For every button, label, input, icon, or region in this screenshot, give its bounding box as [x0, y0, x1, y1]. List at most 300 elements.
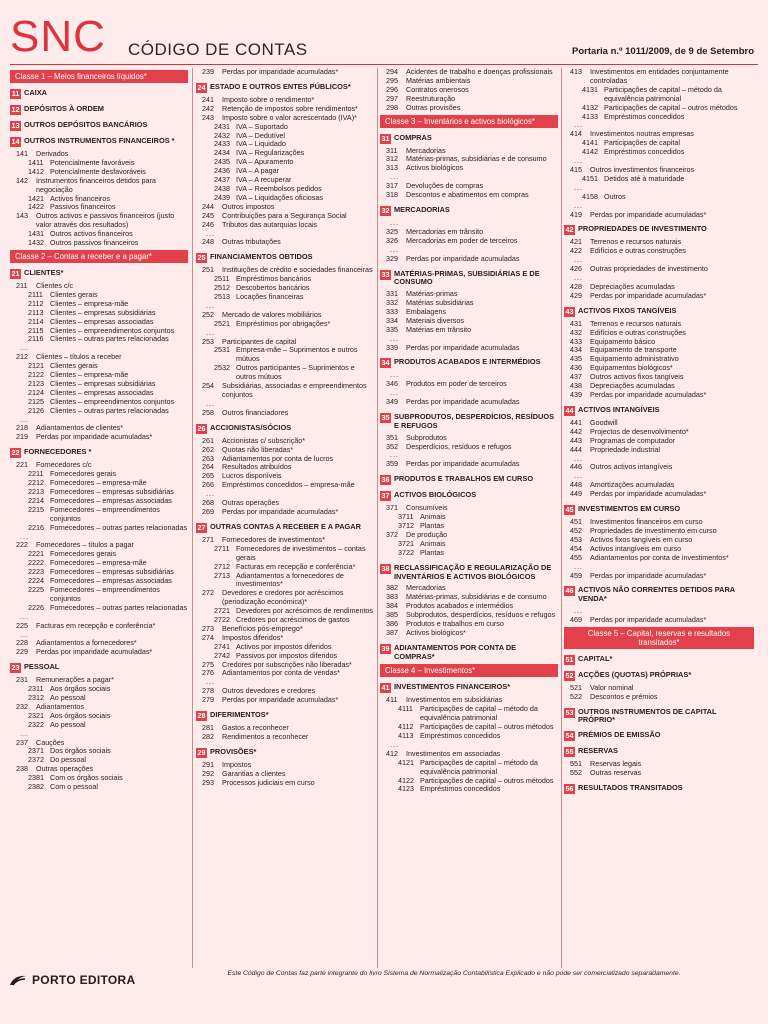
account-code: 2213	[28, 487, 44, 496]
account-group	[10, 448, 188, 458]
account-code: 254	[202, 381, 214, 391]
sub-account-row	[10, 524, 188, 533]
account-name: Cauções	[36, 737, 65, 747]
account-name: Adiantamentos por conta de lucros	[222, 453, 334, 463]
sub-account-row	[380, 549, 558, 558]
account-name: IVA – Liquidações oficiosas	[236, 192, 323, 202]
account-code: 2311	[28, 684, 44, 694]
sub-account-row	[564, 113, 754, 122]
account-name: Perdas por imparidade acumuladas*	[36, 432, 153, 442]
account-code: 329	[386, 253, 398, 263]
account-group	[10, 137, 188, 147]
account-code: 231	[16, 675, 28, 685]
account-name: Potencialmente desfavoráveis	[50, 166, 146, 176]
group-name: DEPÓSITOS À ORDEM	[24, 104, 104, 113]
account-group	[564, 784, 754, 794]
account-code: 437	[570, 372, 582, 382]
group-name: PRODUTOS E TRABALHOS EM CURSO	[394, 474, 534, 484]
account-row	[564, 463, 754, 472]
group-name: ACTIVOS NÃO CORRENTES DETIDOS PARA VENDA*	[578, 585, 735, 604]
account-code: 221	[16, 460, 28, 470]
account-code: 359	[386, 459, 398, 469]
account-name: Aos órgãos sociais	[50, 710, 111, 720]
account-code: 2742	[214, 650, 230, 660]
account-code: 431	[570, 318, 582, 328]
account-name: Outros activos fixos tangíveis	[590, 372, 684, 382]
column-2	[196, 68, 374, 968]
account-name: Perdas por imparidade acumuladas	[406, 397, 520, 407]
account-code: 335	[386, 324, 398, 334]
account-code: 333	[386, 306, 398, 316]
account-code: 292	[202, 768, 214, 778]
account-code: 2322	[28, 719, 44, 729]
account-code: 266	[202, 480, 214, 490]
account-name: Plantas	[420, 547, 444, 557]
account-name: Clientes – empresas associadas	[50, 316, 154, 326]
account-code: 2722	[214, 615, 230, 625]
account-row	[10, 622, 188, 631]
account-name: Edifícios e outras construções	[590, 327, 686, 337]
column-divider	[377, 68, 378, 968]
group-number-badge: 24	[197, 82, 206, 92]
account-row	[380, 255, 558, 264]
ellipsis-row: ...	[20, 611, 29, 621]
account-row	[564, 292, 754, 301]
account-name: Adiantamentos a fornecedores*	[36, 638, 137, 648]
group-number-badge: 54	[565, 731, 574, 741]
account-code: 435	[570, 354, 582, 364]
account-name: Acidentes de trabalho e doenças profissionais	[406, 68, 553, 76]
account-name: Dos órgãos sociais	[50, 746, 111, 756]
group-name: MERCADORIAS	[394, 204, 450, 214]
account-row	[196, 409, 374, 418]
group-number-badge: 42	[565, 225, 574, 235]
account-group	[564, 586, 754, 604]
account-code: 242	[202, 103, 214, 113]
sub-account-row	[564, 86, 754, 104]
account-name: Ao pessoal	[50, 693, 86, 703]
account-code: 412	[386, 748, 398, 758]
account-code: 1422	[28, 202, 44, 212]
account-code: 3722	[398, 547, 414, 557]
account-code: 433	[570, 336, 582, 346]
account-name: Embalagens	[406, 306, 446, 316]
account-code: 469	[570, 614, 582, 624]
account-code: 2224	[28, 576, 44, 586]
portaria-reference: Portaria n.º 1011/2009, de 9 de Setembro	[572, 46, 754, 57]
account-code: 2225	[28, 584, 44, 594]
account-code: 2116	[28, 334, 44, 344]
account-code: 349	[386, 397, 398, 407]
sub-account-row	[380, 759, 558, 777]
account-group	[380, 206, 558, 216]
account-code: 265	[202, 471, 214, 481]
ellipsis-row: ...	[574, 120, 583, 130]
ellipsis-row: ...	[390, 172, 399, 182]
account-code: 262	[202, 444, 214, 454]
class-header: Classe 4 – Investimentos*	[380, 664, 558, 677]
sub-account-row	[196, 320, 374, 329]
account-name: Goodwill	[590, 417, 618, 427]
account-name: Empréstimos concedidos	[420, 784, 501, 794]
account-code: 414	[570, 129, 582, 139]
account-name: Investimentos em associadas	[406, 748, 501, 758]
account-code: 2712	[214, 561, 230, 571]
account-group	[10, 121, 188, 131]
account-code: 4158	[582, 191, 598, 201]
account-code: 352	[386, 441, 398, 451]
account-name: Instituições de crédito e sociedades financeiras	[222, 265, 373, 275]
account-name: Outros impostos	[222, 201, 275, 211]
account-name: Subprodutos, desperdícios, resíduos e refugos	[406, 610, 556, 620]
account-code: 4122	[398, 775, 414, 785]
account-code: 2436	[214, 166, 230, 176]
account-code: 2113	[28, 307, 44, 317]
account-name: Subsidiárias, associadas e empreendimentos conjuntos	[222, 381, 367, 399]
account-code: 2382	[28, 782, 44, 792]
group-number-badge: 29	[197, 747, 206, 757]
footer-note: Este Código de Contas faz parte integrante do livro Sistema de Normalização Contabilística Explicado e não pode ser comercializado separadamente.	[227, 970, 681, 977]
group-name: FORNECEDORES *	[24, 447, 92, 457]
account-name: Fornecedores gerais	[50, 549, 116, 559]
account-code: 411	[386, 695, 398, 705]
account-name: Outras propriedades de investimento	[590, 264, 708, 274]
account-name: Impostos diferidos*	[222, 632, 284, 642]
account-name: Perdas por imparidade acumuladas*	[36, 647, 153, 657]
account-group	[196, 523, 374, 533]
account-code: 446	[570, 462, 582, 472]
account-name: Reestruturação	[406, 93, 456, 103]
account-group	[564, 307, 754, 317]
group-name: OUTROS DEPÓSITOS BANCÁRIOS	[24, 120, 148, 129]
account-name: Instrumentos financeiros detidos para negociação	[36, 175, 156, 194]
account-code: 4133	[582, 111, 598, 121]
account-name: Equipamento básico	[590, 336, 656, 346]
account-code: 413	[570, 68, 582, 76]
account-code: 294	[386, 68, 398, 76]
account-row	[196, 733, 374, 742]
account-name: Perdas por imparidade acumuladas*	[590, 489, 707, 499]
group-name: OUTROS INSTRUMENTOS DE CAPITAL PRÓPRIO*	[578, 706, 717, 725]
account-name: Devoluções de compras	[406, 181, 484, 191]
account-row	[196, 221, 374, 230]
account-name: Terrenos e recursos naturais	[590, 318, 682, 328]
account-name: Adiantamentos a fornecedores de investimentos*	[236, 570, 344, 589]
account-group	[380, 134, 558, 144]
account-name: Animais	[420, 538, 446, 548]
ellipsis-row: ...	[20, 414, 29, 424]
column-1	[10, 68, 188, 968]
account-name: Propriedade industrial	[590, 444, 660, 454]
account-name: Clientes – empreendimentos conjuntos	[50, 396, 175, 406]
account-group	[380, 475, 558, 485]
group-name: RECLASSIFICAÇÃO E REGULARIZAÇÃO DE INVENTÁRIOS E ACTIVOS BIOLÓGICOS	[394, 562, 552, 581]
group-name: RESERVAS	[578, 746, 618, 756]
document-subtitle: CÓDIGO DE CONTAS	[128, 40, 308, 59]
account-name: Outras provisões	[406, 102, 461, 112]
account-code: 2312	[28, 693, 44, 703]
account-name: Resultados atribuídos	[222, 462, 292, 472]
ellipsis-row: ...	[206, 300, 215, 310]
account-name: Perdas por imparidade acumuladas	[406, 459, 520, 469]
account-name: Accionistas c/ subscrição*	[222, 435, 306, 445]
account-row	[564, 693, 754, 702]
sub-account-row	[10, 506, 188, 524]
account-name: Investimentos financeiros em curso	[590, 517, 703, 527]
account-name: Participações de capital	[604, 138, 680, 148]
ellipsis-row: ...	[390, 217, 399, 227]
account-row	[564, 490, 754, 499]
group-name: PRÉMIOS DE EMISSÃO	[578, 730, 661, 740]
account-code: 332	[386, 298, 398, 307]
account-code: 2114	[28, 316, 44, 326]
account-code: 248	[202, 237, 214, 247]
account-code: 271	[202, 534, 214, 544]
account-code: 2223	[28, 567, 44, 577]
account-code: 2122	[28, 370, 44, 380]
account-code: 253	[202, 336, 214, 346]
account-code: 449	[570, 489, 582, 499]
group-number-badge: 53	[565, 707, 574, 717]
account-group	[10, 663, 188, 673]
account-name: Fornecedores – empresas associadas	[50, 576, 172, 586]
group-number-badge: 13	[11, 121, 20, 130]
group-name: CAIXA	[24, 88, 47, 97]
group-number-badge: 36	[381, 475, 390, 485]
account-row	[380, 326, 558, 335]
account-name: Empresa-mãe – Suprimentos e outros mútuos	[236, 345, 358, 364]
account-name: Participações de capital – método da equivalência patrimonial	[420, 757, 538, 776]
account-name: Outros activos financeiros	[50, 229, 133, 239]
account-name: Garantias a clientes	[222, 768, 286, 778]
account-group	[380, 491, 558, 501]
group-number-badge: 33	[381, 269, 390, 279]
account-name: Facturas em recepção e conferência*	[236, 561, 356, 571]
account-code: 274	[202, 632, 214, 642]
account-name: Contratos onerosos	[406, 84, 469, 94]
account-row	[196, 238, 374, 247]
account-name: Rendimentos a reconhecer	[222, 732, 309, 741]
account-code: 454	[570, 543, 582, 553]
account-row	[564, 554, 754, 563]
account-row	[564, 769, 754, 778]
ellipsis-row: ...	[20, 531, 29, 541]
account-code: 1431	[28, 229, 44, 239]
account-name: Reservas legais	[590, 759, 642, 769]
account-name: Perdas por imparidade acumuladas*	[222, 506, 339, 516]
account-row	[380, 443, 558, 452]
group-number-badge: 38	[381, 563, 390, 573]
account-code: 297	[386, 93, 398, 103]
class-header: Classe 3 – Inventários e activos biológicos*	[380, 115, 558, 128]
account-row	[564, 616, 754, 625]
account-name: Fornecedores – empresa-mãe	[50, 558, 147, 568]
group-number-badge: 12	[11, 105, 20, 114]
group-name: INVESTIMENTOS EM CURSO	[578, 504, 681, 514]
account-code: 269	[202, 506, 214, 516]
account-code: 2125	[28, 396, 44, 406]
column-4	[564, 68, 754, 968]
account-name: Fornecedores de investimentos – contas gerais	[236, 543, 366, 562]
group-name: ESTADO E OUTROS ENTES PÚBLICOS*	[210, 81, 351, 91]
account-name: Quotas não liberadas*	[222, 444, 294, 454]
account-name: Edifícios e outras construções	[590, 246, 686, 256]
account-code: 452	[570, 525, 582, 535]
account-row	[196, 68, 374, 77]
account-row	[196, 382, 374, 400]
group-name: ACÇÕES (QUOTAS) PRÓPRIAS*	[578, 669, 692, 679]
account-code: 522	[570, 691, 582, 701]
account-name: Adiantamentos por conta de investimentos*	[590, 552, 729, 562]
account-name: Processos judiciais em curso	[222, 777, 315, 787]
account-name: Clientes – empresas subsidiárias	[50, 307, 156, 317]
account-name: Passivos financeiros	[50, 202, 116, 212]
account-name: Activos financeiros	[50, 193, 110, 203]
account-name: Matérias-primas, subsidiárias e de consumo	[406, 592, 547, 602]
account-name: Potencialmente favoráveis	[50, 157, 135, 167]
account-name: Outros devedores e credores	[222, 686, 316, 696]
account-name: IVA – Regularizações	[236, 148, 305, 158]
account-name: IVA – Suportado	[236, 121, 288, 131]
account-name: Activos intangíveis em curso	[590, 543, 682, 553]
account-code: 142	[16, 175, 28, 185]
account-code: 2521	[214, 318, 230, 328]
account-code: 141	[16, 149, 28, 158]
account-name: IVA – A recuperar	[236, 175, 292, 185]
account-name: Matérias em trânsito	[406, 324, 472, 334]
account-code: 326	[386, 235, 398, 245]
group-name: CAPITAL*	[578, 653, 613, 663]
group-number-badge: 41	[381, 683, 390, 693]
account-name: Descobertos bancários	[236, 283, 310, 293]
account-name: Subprodutos	[406, 432, 447, 442]
account-code: 2711	[214, 543, 230, 553]
account-code: 2212	[28, 478, 44, 488]
account-name: Empréstimos por obrigações*	[236, 318, 331, 328]
account-name: Clientes – empresas subsidiárias	[50, 378, 156, 388]
account-code: 275	[202, 659, 214, 669]
account-name: Imposto sobre o rendimento*	[222, 94, 315, 104]
account-code: 334	[386, 315, 398, 325]
sub-account-row	[10, 407, 188, 416]
accounts-columns	[10, 68, 760, 968]
ellipsis-row: ...	[206, 327, 215, 337]
account-name: Participações de capital – método da equivalência patrimonial	[420, 704, 538, 723]
sub-account-row	[196, 572, 374, 590]
group-number-badge: 55	[565, 747, 574, 757]
account-name: Adiantamentos	[36, 701, 84, 711]
group-number-badge: 27	[197, 522, 206, 532]
account-name: IVA – Dedutível	[236, 130, 286, 140]
sub-account-row	[10, 783, 188, 792]
account-name: Com o pessoal	[50, 782, 98, 792]
account-row	[380, 380, 558, 389]
account-code: 2432	[214, 130, 230, 140]
account-name: Equipamentos biológicos*	[590, 363, 673, 373]
group-number-badge: 37	[381, 491, 390, 501]
account-code: 521	[570, 682, 582, 692]
account-code: 4142	[582, 147, 598, 157]
account-name: Impostos	[222, 759, 252, 769]
ellipsis-row: ...	[574, 200, 583, 210]
account-name: Amortizações acumuladas	[590, 480, 675, 490]
class-header: Classe 2 – Contas a receber e a pagar*	[10, 250, 188, 263]
account-name: Remunerações a pagar*	[36, 675, 114, 685]
account-code: 298	[386, 102, 398, 112]
account-code: 419	[570, 209, 582, 219]
account-code: 296	[386, 84, 398, 94]
sub-account-row	[564, 148, 754, 157]
account-name: Com os órgãos sociais	[50, 773, 123, 783]
account-code: 2111	[28, 289, 43, 299]
account-name: Outros investimentos financeiros	[590, 164, 695, 174]
account-code: 268	[202, 498, 214, 508]
account-row	[564, 572, 754, 581]
account-code: 229	[16, 647, 28, 657]
account-group	[196, 748, 374, 758]
ellipsis-row: ...	[206, 489, 215, 499]
account-name: Fornecedores – empreendimentos conjuntos	[50, 504, 160, 523]
account-name: Aos órgãos sociais	[50, 684, 111, 694]
group-name: SUBPRODUTOS, DESPERDÍCIOS, RESÍDUOS E REFUGOS	[394, 412, 555, 430]
account-name: Outras reservas	[590, 768, 642, 778]
account-name: Outros	[604, 191, 626, 201]
group-number-badge: 26	[197, 423, 206, 433]
ellipsis-row: ...	[390, 450, 399, 460]
account-code: 2512	[214, 283, 230, 293]
account-name: Perdas por imparidade acumuladas*	[590, 614, 707, 624]
group-name: COMPRAS	[394, 132, 432, 142]
account-name: Clientes – empresa-mãe	[50, 298, 129, 308]
account-name: Investimentos noutras empresas	[590, 129, 694, 139]
ellipsis-row: ...	[390, 244, 399, 254]
account-name: Fornecedores – títulos a pagar	[36, 540, 134, 550]
account-row	[10, 177, 188, 195]
column-divider	[192, 68, 193, 968]
account-row	[196, 696, 374, 705]
group-number-badge: 43	[565, 306, 574, 316]
group-name: ACCIONISTAS/SÓCIOS	[210, 422, 292, 432]
account-name: Programas de computador	[590, 435, 676, 445]
account-group	[196, 711, 374, 721]
account-name: Do pessoal	[50, 755, 86, 765]
account-group	[564, 671, 754, 681]
account-name: Activos biológicos	[406, 163, 464, 173]
account-code: 237	[16, 737, 28, 747]
account-name: Clientes gerais	[50, 361, 98, 371]
group-number-badge: 44	[565, 405, 574, 415]
account-name: Lucros disponíveis	[222, 471, 282, 481]
account-group	[10, 89, 188, 99]
account-name: Credores por acréscimos de gastos	[236, 615, 350, 625]
account-code: 2439	[214, 192, 230, 202]
account-code: 211	[16, 280, 28, 290]
account-name: Perdas por imparidade acumuladas*	[590, 290, 707, 300]
account-code: 232	[16, 701, 28, 711]
account-code: 382	[386, 583, 398, 593]
account-name: Participações de capital – outros métodos	[420, 722, 554, 732]
account-row	[380, 191, 558, 200]
account-name: Perdas por imparidade acumuladas*	[590, 570, 707, 580]
publisher-logo-icon	[8, 973, 28, 987]
account-name: Fornecedores – empreendimentos conjuntos	[50, 584, 160, 603]
account-name: Depreciações acumuladas	[590, 381, 675, 391]
account-code: 444	[570, 444, 582, 454]
account-code: 438	[570, 381, 582, 391]
account-row	[196, 508, 374, 517]
account-code: 295	[386, 75, 398, 85]
group-name: FINANCIAMENTOS OBTIDOS	[210, 252, 313, 262]
